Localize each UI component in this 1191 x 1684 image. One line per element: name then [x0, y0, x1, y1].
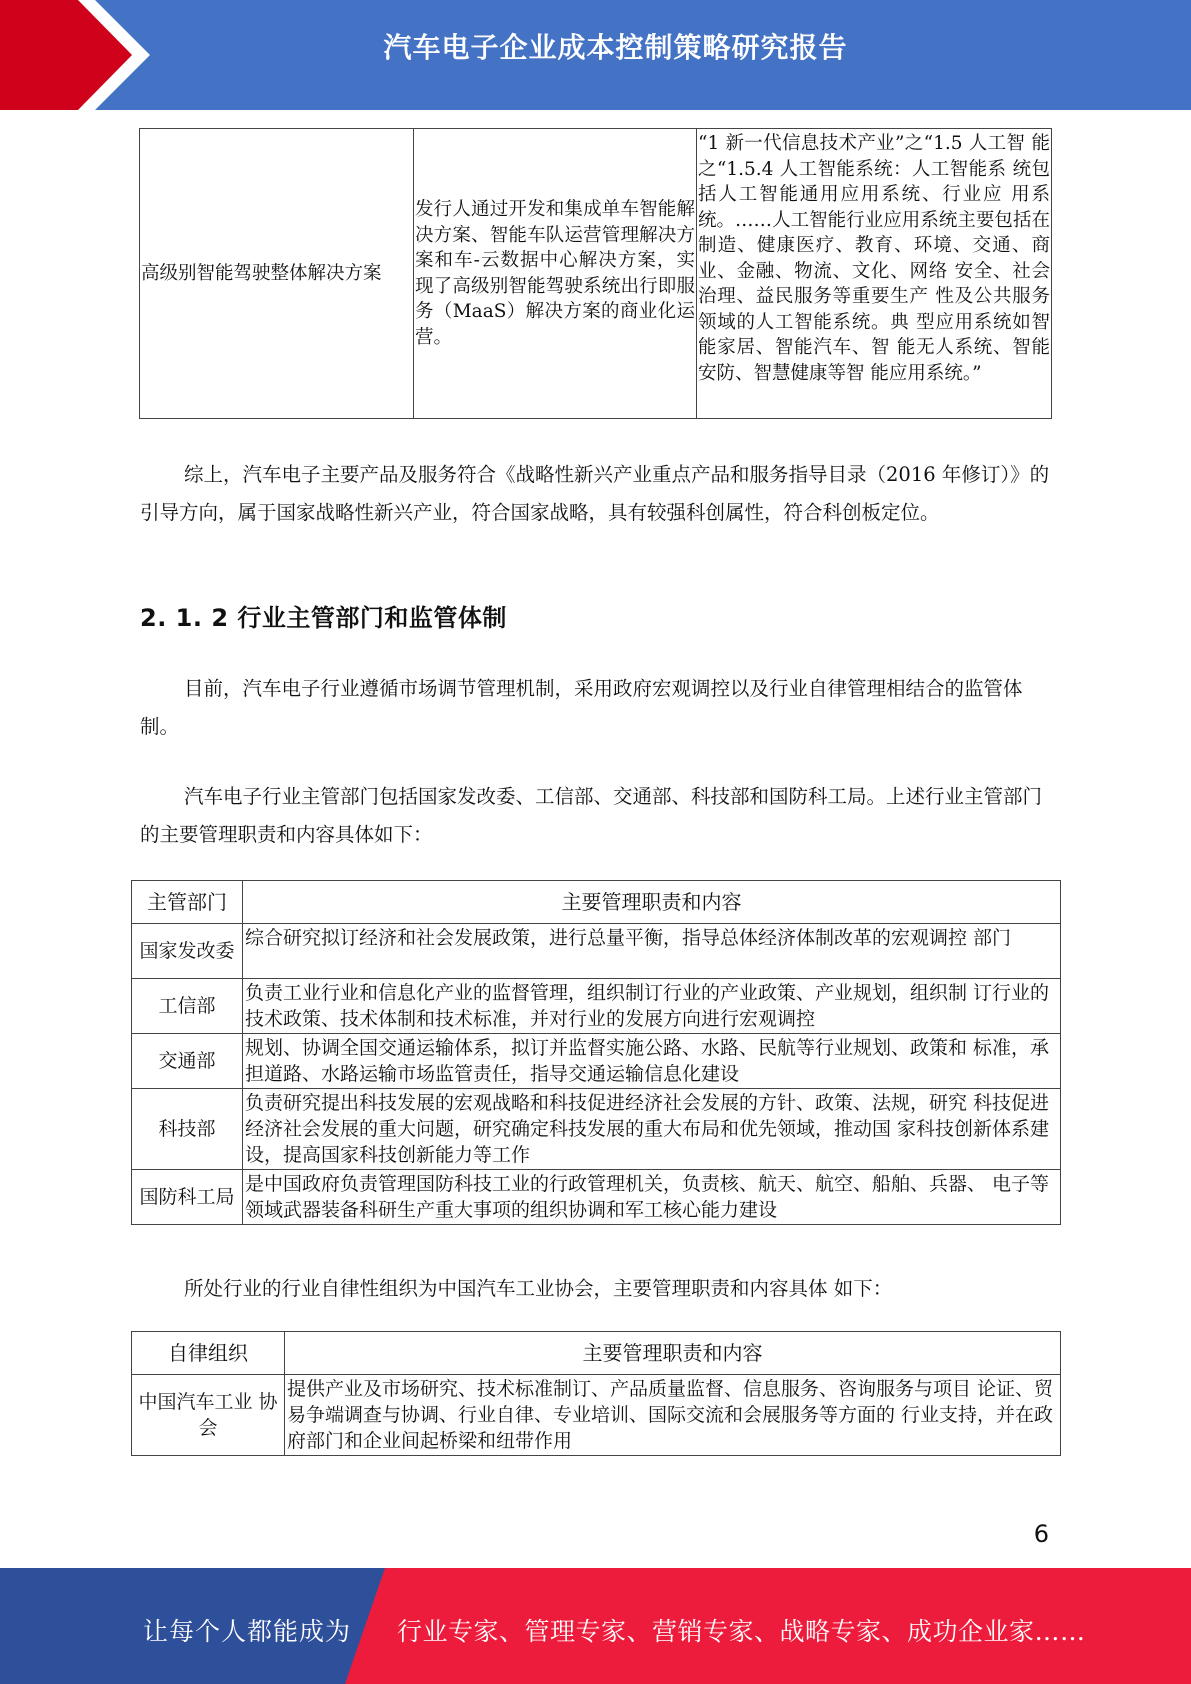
selfreg-paragraph: 所处行业的行业自律性组织为中国汽车工业协会，主要管理职责和内容具体 如下：	[184, 1277, 893, 1300]
duty-cell: 综合研究拟订经济和社会发展政策，进行总量平衡，指导总体经济体制改革的宏观调控 部门	[243, 924, 1061, 979]
dept-cell: 科技部	[132, 1089, 243, 1170]
column-header: 主要管理职责和内容	[285, 1332, 1061, 1375]
table-row	[132, 1375, 1061, 1456]
column-header: 主管部门	[132, 881, 243, 924]
dept-cell: 国防科工局	[132, 1170, 243, 1225]
product-cell: 高级别智能驾驶整体解决方案	[140, 129, 414, 419]
duty-cell: 负责工业行业和信息化产业的监督管理，组织制订行业的产业政策、产业规划，组织制 订行业的技术政策、技术体制和技术标准，并对行业的发展方向进行宏观调控	[243, 979, 1061, 1034]
description-cell: 发行人通过开发和集成单车智能解决方案、智能车队运营管理解决方案和车-云数据中心解决方案，实现了高级别智能驾驶系统出行即服务（MaaS）解决方案的商业化运营。	[414, 129, 697, 419]
table-row	[132, 1089, 1061, 1170]
table-row	[132, 1034, 1061, 1089]
dept-cell: 工信部	[132, 979, 243, 1034]
page-number: 6	[1033, 1520, 1049, 1548]
table-row	[140, 129, 1052, 419]
dept-cell: 国家发改委	[132, 924, 243, 979]
self-regulatory-table	[131, 1331, 1061, 1456]
footer-slogan-left: 让每个人都能成为	[143, 1617, 352, 1646]
table-header-row	[132, 881, 1061, 924]
product-catalog-table	[139, 128, 1052, 419]
duty-cell: 负责研究提出科技发展的宏观战略和科技促进经济社会发展的方针、政策、法规，研究 科技促进经济社会发展的重大问题，研究确定科技发展的重大布局和优先领域，推动国 家科技创新体系建设，提高国家科技创新能力等工作	[243, 1089, 1061, 1170]
dept-cell: 交通部	[132, 1034, 243, 1089]
regime-paragraph: 目前，汽车电子行业遵循市场调节管理机制，采用政府宏观调控以及行业自律管理相结合的监管体制。	[140, 677, 1023, 738]
duty-cell: 规划、协调全国交通运输体系，拟订并监督实施公路、水路、民航等行业规划、政策和 标准，承担道路、水路运输市场监管责任，指导交通运输信息化建设	[243, 1034, 1061, 1089]
org-cell: 中国汽车工业 协会	[132, 1375, 285, 1456]
column-header: 主要管理职责和内容	[243, 881, 1061, 924]
section-heading: 2. 1. 2 行业主管部门和监管体制	[140, 604, 507, 632]
departments-paragraph: 汽车电子行业主管部门包括国家发改委、工信部、交通部、科技部和国防科工局。上述行业主管部门的主要管理职责和内容具体如下：	[140, 785, 1043, 846]
catalog-cell: “1 新一代信息技术产业”之“1.5 人工智 能之“1.5.4 人工智能系统：人工智能系 统包括人工智能通用应用系统、行业应 用系统。……人工智能行业应用系统主要包括在制造、健康医疗、教育、环境、交通、商业、金融、物流、文化、网络 安全、社会治理、益民服务等重要生产 性及公共服务领域的人工智能系统。典 型应用系统如智能家居、智能汽车、智 能无人系统、智能安防、智慧健康等智 能应用系统。”	[697, 129, 1052, 419]
duty-cell: 是中国政府负责管理国防科技工业的行政管理机关，负责核、航天、航空、船舶、兵器、 电子等领域武器装备科研生产重大事项的组织协调和军工核心能力建设	[243, 1170, 1061, 1225]
summary-paragraph: 综上，汽车电子主要产品及服务符合《战略性新兴产业重点产品和服务指导目录（2016 年修订）》的引导方向，属于国家战略性新兴产业，符合国家战略，具有较强科创属性，符合科创板定位。	[140, 463, 1050, 524]
column-header: 自律组织	[132, 1332, 285, 1375]
footer-slogan-right: 行业专家、管理专家、营销专家、战略专家、成功企业家……	[397, 1617, 1086, 1646]
header-title: 汽车电子企业成本控制策略研究报告	[383, 31, 848, 64]
duty-cell: 提供产业及市场研究、技术标准制订、产品质量监督、信息服务、咨询服务与项目 论证、贸易争端调查与协调、行业自律、专业培训、国际交流和会展服务等方面的 行业支持，并在政府部门和企业间起桥梁和纽带作用	[285, 1375, 1061, 1456]
table-row	[132, 924, 1061, 979]
page-header	[0, 0, 1191, 110]
table-row	[132, 979, 1061, 1034]
table-row	[132, 1170, 1061, 1225]
departments-table	[131, 880, 1061, 1225]
table-header-row	[132, 1332, 1061, 1375]
